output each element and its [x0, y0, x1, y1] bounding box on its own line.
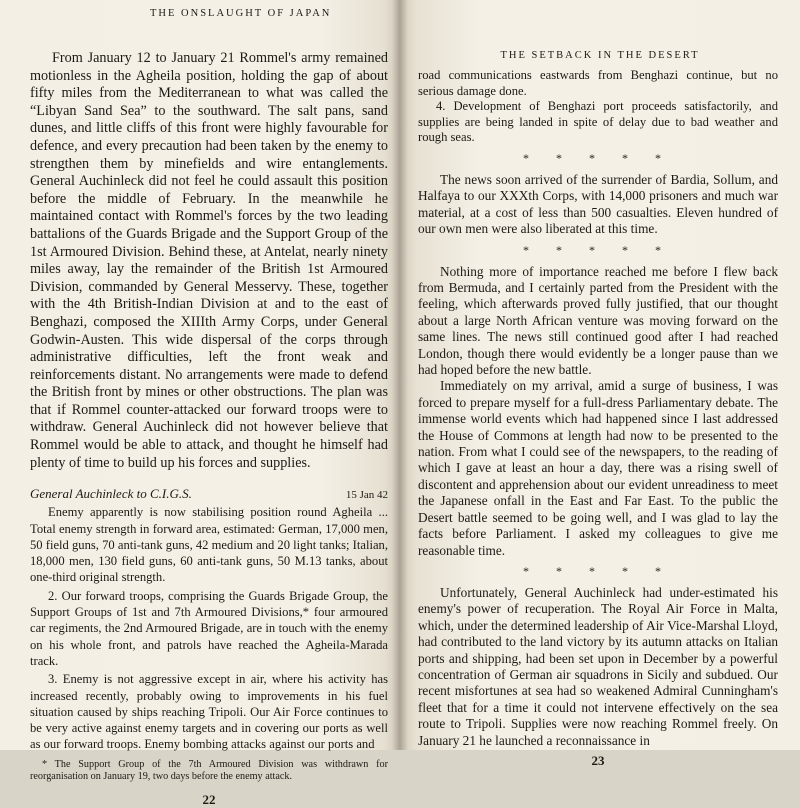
message-heading	[30, 486, 388, 502]
right-paragraph-3: Immediately on my arrival, amid a surge of business, I was forced to prepare myself for a full-dress Parliamentary debate. The immense world events which had happened since I last addressed the House of Commons at length had now to be presented to the nation. From what I could see of the newspapers, to the reading of which I gave at least an hour a day, there was a rising swell of discontent and apprehension about our evident unreadiness to meet the Japanese onfall in the East and Far East. To the public the Desert battle seemed to be going well, and I was glad to lay the facts before Parliament. I asked my colleagues to give me reasonable time.	[418, 378, 778, 558]
telegram-continuation: road communications eastwards from Benghazi continue, but no serious damage done.	[418, 68, 778, 98]
left-running-head: THE ONSLAUGHT OF JAPAN	[150, 8, 332, 19]
right-page-number: 23	[591, 752, 605, 768]
telegram-para-4: 4. Development of Benghazi port proceeds satisfactorily, and supplies are being landed in spite of delay due to bad weather and rough seas.	[418, 99, 778, 145]
left-page-number: 22	[202, 791, 216, 807]
section-break-1: * * * * *	[523, 150, 673, 165]
right-paragraph-1: The news soon arrived of the surrender of Bardia, Sollum, and Halfaya to our XXXth Corps, with 14,000 prisoners and much war material, at a cost of less than 500 casualties. Eleven hundred of our own men were also liberated at this time.	[418, 171, 778, 237]
telegram-para-1: Enemy apparently is now stabilising position round Agheila ... Total enemy strength in forward area, estimated: German, 17,000 men, 50 field guns, 70 anti-tank guns, 42 medium and 20 light tanks; Italian, 18,000 men, 130 field guns, 60 anti-tank guns, 50 M.13 tanks, about one-third original strength.	[30, 505, 388, 585]
right-page	[400, 0, 800, 768]
telegram-para-2: 2. Our forward troops, comprising the Guards Brigade Group, the Support Groups of 1st and 7th Armoured Divisions,* four armoured car regiments, the 2nd Armoured Brigade, are in touch with the enemy on his whole front, and patrols have reached the Agheila-Marada track.	[30, 588, 388, 668]
message-title: General Auchinleck to C.I.G.S.	[30, 486, 192, 502]
right-paragraph-2: Nothing more of importance reached me before I flew back from Bermuda, and I certainly parted from the President with the feeling, which afterwards proved fully justified, that our thought about a large North African venture was moving forward on the same lines. The news still continued good after I had reached London, though there would evidently be a longer pause than we had hoped before the new battle.	[418, 263, 778, 378]
telegram-para-3: 3. Enemy is not aggressive except in air, where his activity has increased recently, probably owing to improvements in his fuel situation caused by ships reaching Tripoli. Our Air Force continues to be very active against enemy targets and in covering our ports as well as our forward troops. Enemy bombing attacks against our ports and	[30, 672, 388, 752]
section-break-2: * * * * *	[523, 242, 673, 257]
message-date: 15 Jan 42	[345, 489, 388, 502]
right-paragraph-4: Unfortunately, General Auchinleck had under-estimated his enemy's power of recuperation. The Royal Air Force in Malta, which, under the determined leadership of Air Vice-Marshal Lloyd, had contributed to the land victory by its autumn attacks on Italian ports and shipping, had been set upon in December by a powerful concentration of German air squadrons in Sicily and subdued. Our recent misfortunes at sea had so weakened Admiral Cunningham's fleet that for a time it could not intervene effectively on the sea route to Tripoli. Supplies were now reaching Rommel freely. On January 21 he launched a reconnaissance in	[418, 584, 778, 748]
left-paragraph-1: From January 12 to January 21 Rommel's army remained motionless in the Agheila position, holding the gap of about fifty miles from the Mediterranean to what was called the “Libyan Sand Sea” to the southward. The salt pans, sand dunes, and little cliffs of this front were highly favourable for defence, and every precaution had been taken by the enemy to strengthen them by minefields and wire entanglements. General Auchinleck did not feel he could assault this position before the middle of February. In the meanwhile he maintained contact with Rommel's forces by the two leading battalions of the Guards Brigade and the Support Group of the 1st Armoured Division. Behind these, at Antelat, nearly ninety miles away, lay the remainder of the British 1st Armoured Division, commanded by General Messervy. These, together with the 4th British-Indian Division at and to the east of Benghazi, composed the XIIIth Army Corps, under General Godwin-Austen. This wide dispersal of the corps through administrative difficulties, left the front weak and reinforcements distant. No arrangements were made to defend the British front by mines or other obstructions. The plan was that if Rommel counter-attacked our forward troops were to withdraw. General Auchinleck did not however believe that Rommel would be able to attack, and thought he himself had plenty of time to build up his forces and supplies.	[30, 50, 388, 471]
footnote: * The Support Group of the 7th Armoured Division was withdrawn for reorganisation on January 19, two days before the enemy attack.	[30, 758, 388, 783]
left-page	[0, 0, 400, 807]
right-running-head: THE SETBACK IN THE DESERT	[500, 50, 700, 61]
right-content	[418, 68, 778, 769]
section-break-3: * * * * *	[523, 563, 673, 578]
